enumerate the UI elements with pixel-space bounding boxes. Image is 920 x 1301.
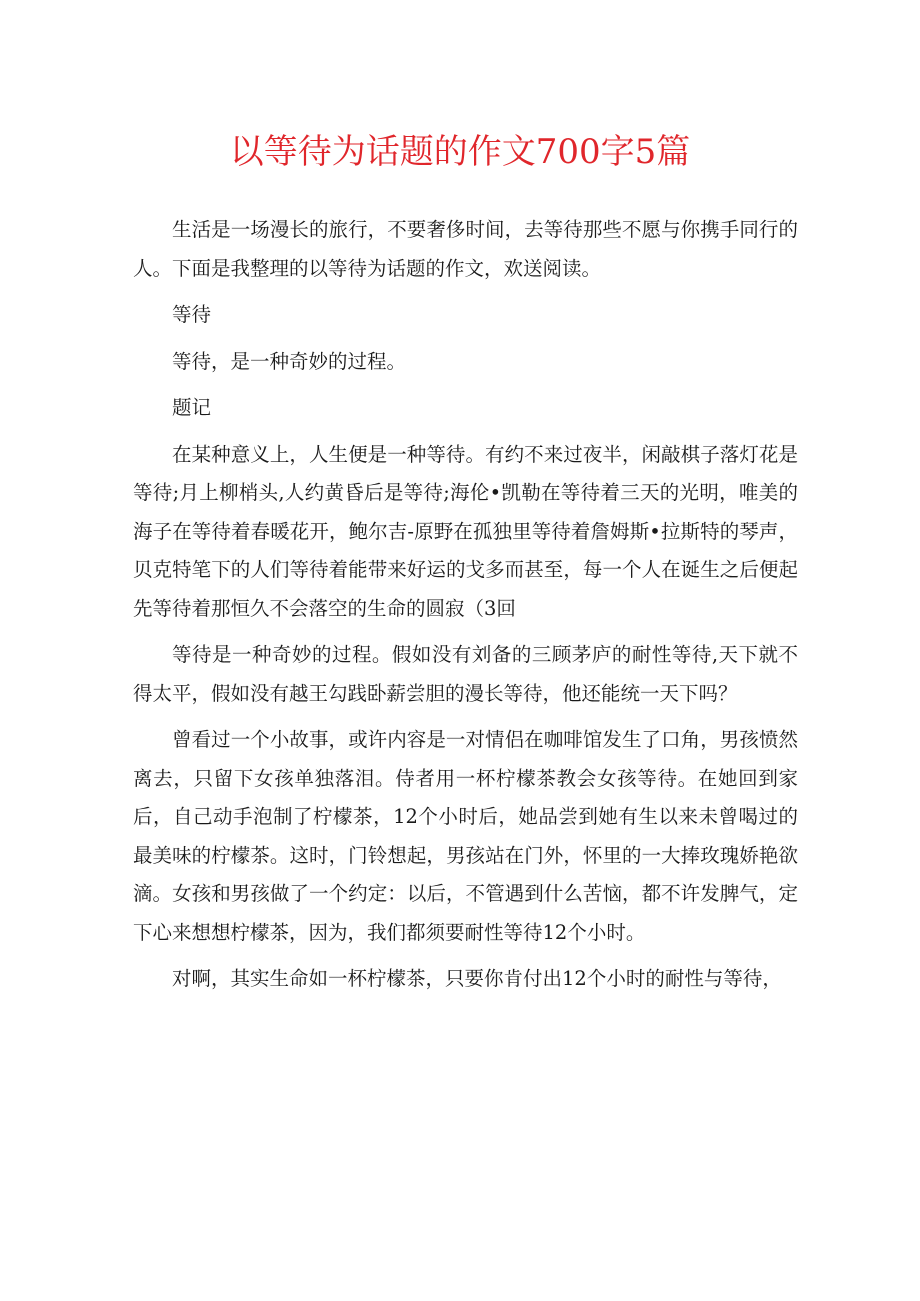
paragraph: 等待是一种奇妙的过程。假如没有刘备的三顾茅庐的耐性等待,天下就不得太平，假如没有越王勾践卧薪尝胆的漫长等待，他还能统一天下吗？ [133,643,798,705]
paragraph-intro: 生活是一场漫长的旅行，不要奢侈时间，去等待那些不愿与你携手同行的人。下面是我整理的以等待为话题的作文，欢送阅读。 [133,218,798,280]
document-title: 以等待为话题的作文700字5篇 [229,132,691,172]
document-body [133,211,798,1007]
section-heading: 等待 [172,303,212,326]
epigraph-label: 题记 [172,396,212,419]
paragraph: 对啊，其实生命如一杯柠檬茶，只要你肯付出12个小时的耐性与等待， [172,967,782,990]
paragraph: 曾看过一个小故事，或许内容是一对情侣在咖啡馆发生了口角，男孩愤然离去，只留下女孩单独落泪。侍者用一杯柠檬茶教会女孩等待。在她回到家后，自己动手泡制了柠檬茶，12个小时后，她品尝到她有生以来未曾喝过的最美味的柠檬茶。这时，门铃想起，男孩站在门外，怀里的一大捧玫瑰娇艳欲滴。女孩和男孩做了一个约定：以后，不管遇到什么苦恼，都不许发脾气，定下心来想想柠檬茶，因为，我们都须要耐性等待12个小时。 [133,728,798,944]
paragraph: 在某种意义上，人生便是一种等待。有约不来过夜半，闲敲棋子落灯花是等待;月上柳梢头,人约黄昏后是等待;海伦•凯勒在等待着三天的光明，唯美的海子在等待着春暖花开，鲍尔吉-原野在孤独里等待着詹姆斯•拉斯特的琴声，贝克特笔下的人们等待着能带来好运的戈多而甚至，每一个人在诞生之后便起先等待着那恒久不会落空的生命的圆寂（3回 [133,442,798,620]
epigraph: 等待，是一种奇妙的过程。 [172,349,407,373]
